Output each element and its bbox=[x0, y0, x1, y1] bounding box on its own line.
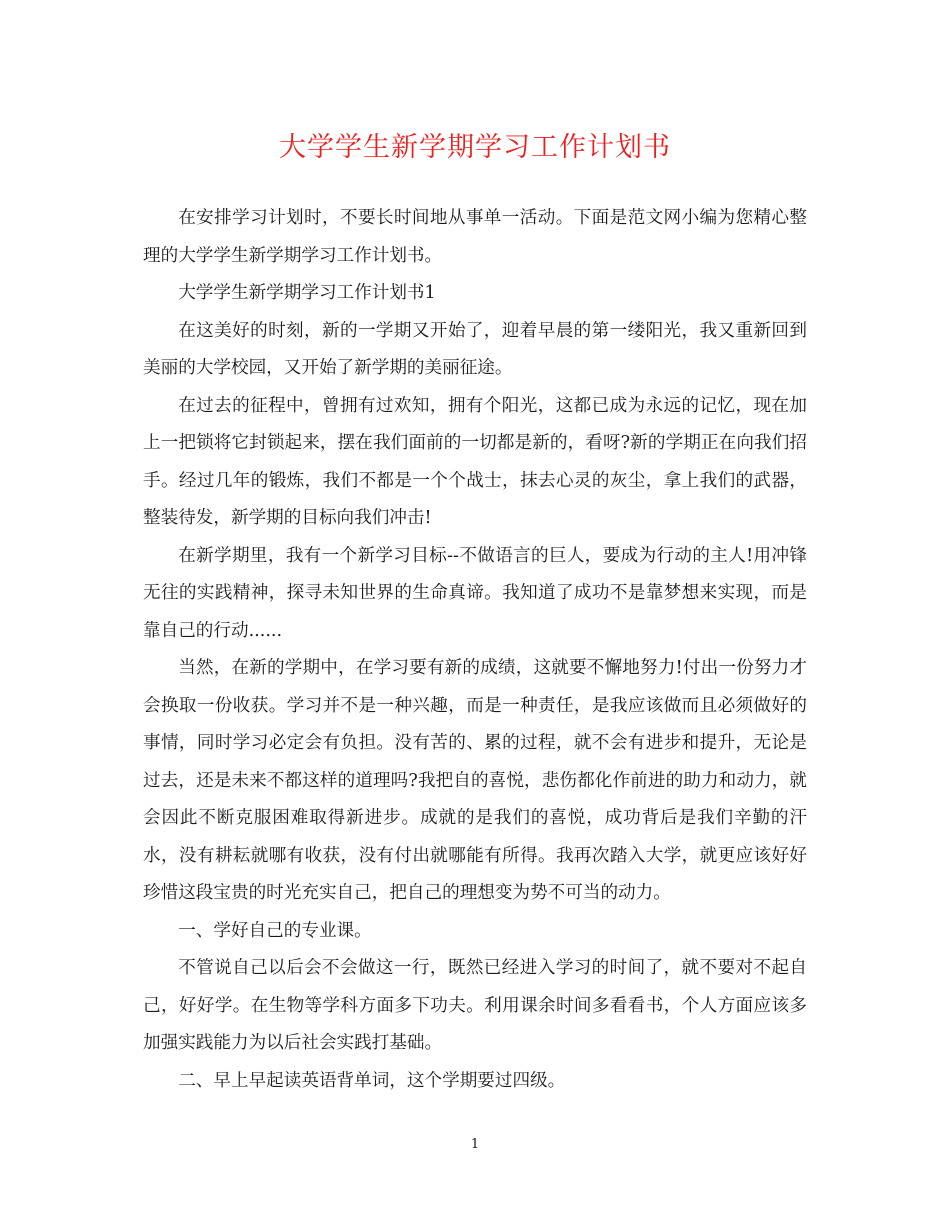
paragraph-goal: 在新学期里，我有一个新学习目标--不做语言的巨人，要成为行动的主人!用冲锋无往的实践精神，探寻未知世界的生命真谛。我知道了成功不是靠梦想来实现，而是靠自己的行动...... bbox=[143, 545, 807, 641]
page-number: 1 bbox=[470, 1137, 480, 1152]
paragraph-item-one-detail: 不管说自己以后会不会做这一行，既然已经进入学习的时间了，就不要对不起自己，好好学。在生物等学科方面多下功夫。利用课余时间多看看书，个人方面应该多加强实践能力为以后社会实践打基础。 bbox=[143, 958, 807, 1053]
paragraph-intro: 在安排学习计划时，不要长时间地从事单一活动。下面是范文网小编为您精心整理的大学学生新学期学习工作计划书。 bbox=[143, 208, 807, 266]
paragraph-item-one: 一、学好自己的专业课。 bbox=[178, 920, 372, 941]
paragraph-item-two: 二、早上早起读英语背单词，这个学期要过四级。 bbox=[178, 1070, 566, 1091]
document-title: 大学学生新学期学习工作计划书 bbox=[279, 132, 671, 163]
paragraph-past: 在过去的征程中，曾拥有过欢知，拥有个阳光，这都已成为永远的记忆，现在加上一把锁将它封锁起来，摆在我们面前的一切都是新的，看呀?新的学期正在向我们招手。经过几年的锻炼，我们不都是一个个战士，抹去心灵的灰尘，拿上我们的武器，整装待发，新学期的目标向我们冲击! bbox=[143, 395, 807, 528]
document-body bbox=[143, 200, 807, 1100]
paragraph-effort: 当然，在新的学期中，在学习要有新的成绩，这就要不懈地努力!付出一份努力才会换取一份收获。学习并不是一种兴趣，而是一种责任，是我应该做而且必须做好的事情，同时学习必定会有负担。没有苦的、累的过程，就不会有进步和提升，无论是过去，还是未来不都这样的道理吗?我把自的喜悦，悲伤都化作前进的助力和动力，就会因此不断克服困难取得新进步。成就的是我们的喜悦，成功背后是我们辛勤的汗水，没有耕耘就哪有收获，没有付出就哪能有所得。我再次踏入大学，就更应该好好珍惜这段宝贵的时光充实自己，把自己的理想变为势不可当的动力。 bbox=[143, 658, 807, 903]
paragraph-section-heading: 大学学生新学期学习工作计划书1 bbox=[178, 283, 436, 303]
paragraph-opening: 在这美好的时刻，新的一学期又开始了，迎着早晨的第一缕阳光，我又重新回到美丽的大学校园，又开始了新学期的美丽征途。 bbox=[143, 320, 807, 378]
